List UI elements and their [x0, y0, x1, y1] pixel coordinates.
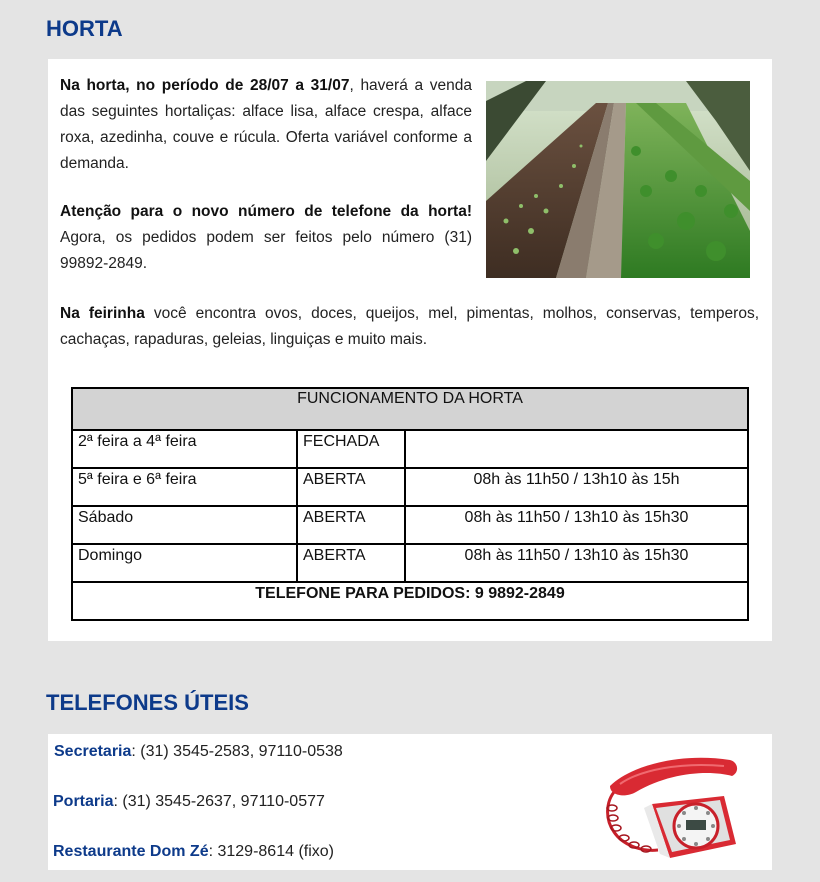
table-row [72, 544, 748, 582]
feirinha-paragraph-text: você encontra ovos, doces, queijos, mel, pimentas, molhos, conservas, temperos, cachaças, rapaduras, geleias, linguiças e muito mais. [60, 305, 760, 348]
phone-value: : (31) 3545-2637, 97110-0577 [113, 793, 325, 810]
status-cell: ABERTA [297, 468, 405, 506]
day-cell: 5ª feira e 6ª feira [72, 468, 297, 506]
hours-table-header: FUNCIONAMENTO DA HORTA [72, 388, 748, 430]
status-cell: FECHADA [297, 430, 405, 468]
telefones-card [48, 734, 772, 870]
harvest-paragraph-bold: Na horta, no período de 28/07 a 31/07 [60, 77, 350, 94]
list-item [54, 743, 343, 761]
telefones-title: TELEFONES ÚTEIS [46, 690, 249, 715]
table-row [72, 468, 748, 506]
table-row [72, 506, 748, 544]
day-cell: Domingo [72, 544, 297, 582]
status-cell: ABERTA [297, 506, 405, 544]
harvest-paragraph-text: , haverá a venda das seguintes hortaliças: alface lisa, alface crespa, alface roxa, azedinha, couve e rúcula. Oferta variável conforme a demanda. [60, 77, 472, 172]
hours-cell: 08h às 11h50 / 13h10 às 15h [405, 468, 748, 506]
phone-label: Portaria [53, 793, 114, 810]
feirinha-paragraph [60, 301, 759, 353]
vegetable-garden-photo [486, 81, 750, 278]
day-cell: Sábado [72, 506, 297, 544]
table-row [72, 430, 748, 468]
horta-title: HORTA [46, 16, 123, 41]
phone-notice-paragraph [60, 199, 472, 277]
day-cell: 2ª feira a 4ª feira [72, 430, 297, 468]
horta-card [48, 59, 772, 641]
phone-label: Secretaria [54, 743, 132, 760]
hours-cell [405, 430, 748, 468]
hours-cell: 08h às 11h50 / 13h10 às 15h30 [405, 544, 748, 582]
status-cell: ABERTA [297, 544, 405, 582]
phone-label: Restaurante Dom Zé [53, 843, 209, 860]
list-item [53, 843, 334, 861]
order-phone-footer: TELEFONE PARA PEDIDOS: 9 9892-2849 [72, 582, 748, 620]
list-item [53, 793, 325, 811]
feirinha-paragraph-bold: Na feirinha [60, 305, 145, 322]
hours-table-header-row [72, 388, 748, 430]
phone-notice-text: Agora, os pedidos podem ser feitos pelo número (31) 99892-2849. [60, 229, 472, 272]
phone-notice-bold: Atenção para o novo número de telefone da horta! [60, 203, 472, 220]
red-telephone-icon [600, 748, 742, 860]
hours-cell: 08h às 11h50 / 13h10 às 15h30 [405, 506, 748, 544]
hours-table-footer-row [72, 582, 748, 620]
hours-table [71, 387, 749, 621]
phone-value: : (31) 3545-2583, 97110-0538 [131, 743, 343, 760]
phone-value: : 3129-8614 (fixo) [208, 843, 334, 860]
harvest-paragraph [60, 73, 472, 177]
